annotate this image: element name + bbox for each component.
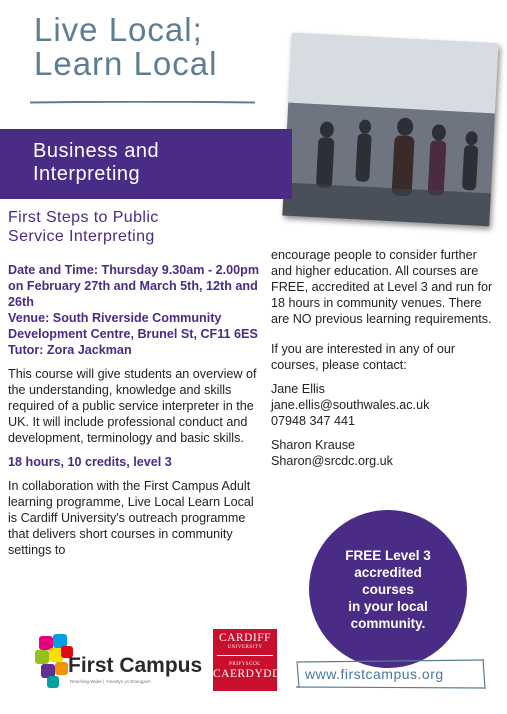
left-column — [8, 262, 266, 558]
banner-line-1: Business and — [33, 140, 160, 162]
first-campus-logo-text: First Campus — [68, 654, 203, 677]
banner-line-2: Interpreting — [33, 163, 141, 185]
tutor: Tutor: Zora Jackman — [8, 343, 132, 357]
cardiff-logo-line-1: CARDIFF — [218, 632, 272, 644]
course-description: This course will give students an overview of the understanding, knowledge and skills required of a public service interpreter in the UK. It will include professional conduct and development, terminology and basic skills. — [8, 367, 257, 445]
course-subtitle-line-1: First Steps to Public — [8, 209, 159, 226]
commuters-photo — [282, 33, 498, 227]
course-credits: 18 hours, 10 credits, level 3 — [8, 455, 172, 469]
free-courses-badge — [309, 510, 467, 668]
badge-line-4: in your local — [348, 598, 428, 614]
contact-1-name: Jane Ellis — [271, 382, 325, 396]
cardiff-logo-line-4: CAERDYDD — [213, 668, 281, 680]
title-underline — [30, 101, 255, 104]
badge-line-2: accredited — [354, 564, 422, 580]
collaboration-text: In collaboration with the First Campus Adult learning programme, Live Local Learn Local is Cardiff University's outreach programme that delivers short courses in community settings to — [8, 479, 254, 557]
date-time: Date and Time: Thursday 9.30am - 2.00pm on February 27th and March 5th, 12th and 26th — [8, 263, 260, 309]
venue: Venue: South Riverside Community Development Centre, Brunel St, CF11 6ES — [8, 311, 258, 341]
badge-line-1: FREE Level 3 — [345, 547, 431, 563]
cardiff-logo-divider — [217, 655, 273, 656]
title-line-2: Learn Local — [34, 45, 218, 82]
cardiff-university-logo — [213, 629, 281, 691]
first-campus-tagline: Reaching Wider | Ymestyn yn Ehangach — [70, 679, 151, 684]
contact-2-name: Sharon Krause — [271, 438, 356, 452]
badge-line-5: community. — [350, 615, 426, 631]
cardiff-logo-line-2: UNIVERSITY — [227, 645, 263, 650]
contact-1-phone: 07948 347 441 — [271, 414, 356, 428]
contact-2-email[interactable]: Sharon@srcdc.org.uk — [271, 454, 393, 468]
cardiff-logo-line-3: PRIFYSGOL — [229, 662, 261, 667]
course-subtitle — [8, 208, 159, 246]
contact-1-email[interactable]: jane.ellis@southwales.ac.uk — [271, 398, 430, 412]
banner-heading — [33, 140, 159, 186]
badge-line-3: courses — [362, 581, 414, 597]
page-title — [34, 13, 217, 81]
right-column — [271, 247, 501, 469]
course-subtitle-line-2: Service Interpreting — [8, 228, 155, 245]
contact-intro: If you are interested in any of our courses, please contact: — [271, 342, 456, 372]
continued-text: encourage people to consider further and higher education. All courses are FREE, accredited at Level 3 and run for 18 hours in community venues. There are NO previous learning requirements. — [271, 248, 493, 326]
title-line-1: Live Local; — [34, 11, 203, 48]
website-link[interactable]: www.firstcampus.org — [305, 666, 444, 682]
